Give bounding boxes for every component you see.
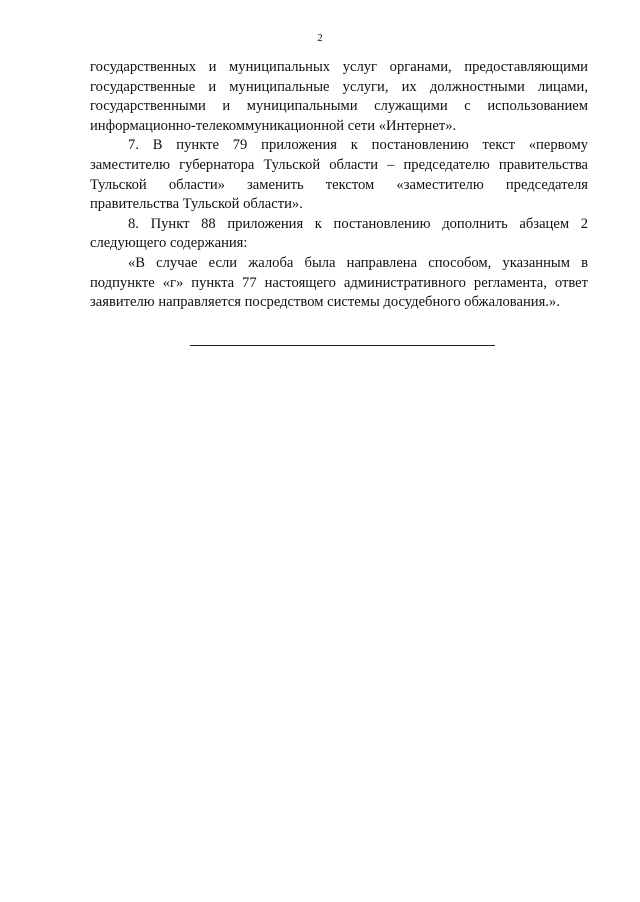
document-body — [90, 58, 588, 313]
paragraph-item-7: 7. В пункте 79 приложения к постановлению текст «первому заместителю губернатора Тульской области – председателю правительства Тульской области» заменить текстом «заместителю председателя правительства Тульской области». — [90, 137, 588, 213]
paragraph-item-8: 8. Пункт 88 приложения к постановлению дополнить абзацем 2 следующего содержания: — [90, 215, 588, 252]
paragraph-quote: «В случае если жалоба была направлена способом, указанным в подпункте «г» пункта 77 настоящего административного регламента, ответ заявителю направляется посредством системы досудебного обжалования.». — [90, 254, 588, 311]
end-separator-line — [190, 345, 495, 346]
paragraph-continuation: государственных и муниципальных услуг органами, предоставляющими государственные и муниципальные услуги, их должностными лицами, государственными и муниципальными служащими с использованием информационно-телекоммуникационной сети «Интернет». — [90, 59, 588, 134]
page-number: 2 — [317, 32, 323, 44]
